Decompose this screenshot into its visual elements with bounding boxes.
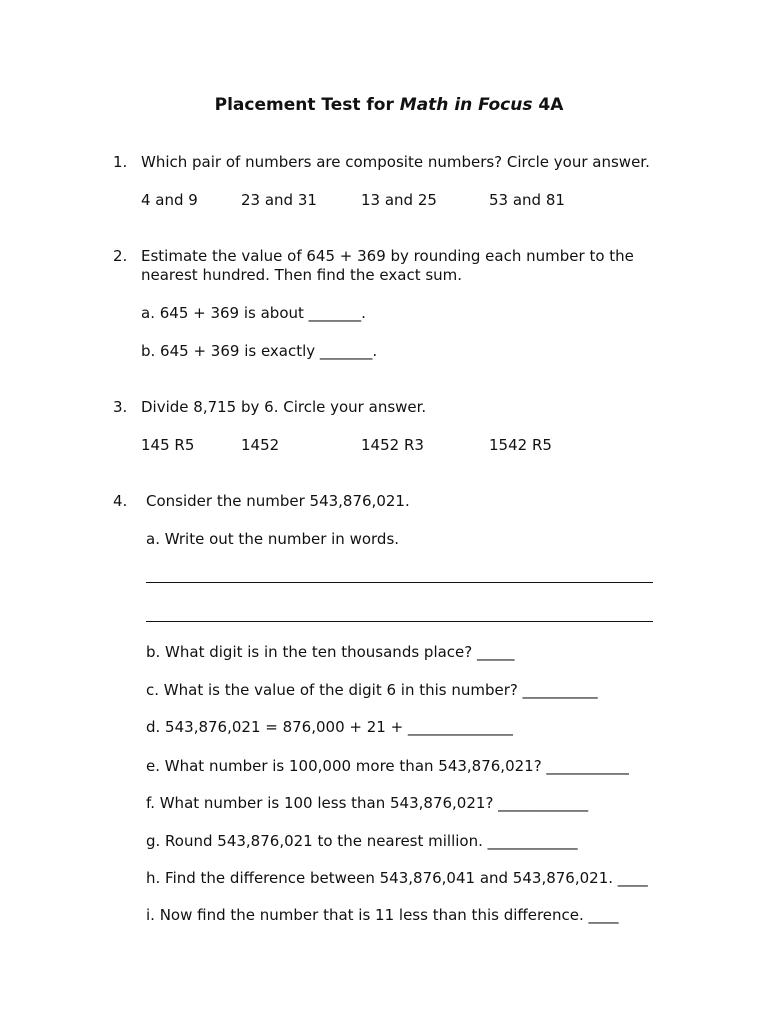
question-4-part-h: h. Find the difference between 543,876,041 and 543,876,021. ____: [146, 869, 648, 887]
question-4-number: 4.: [113, 492, 128, 510]
title-prefix: Placement Test for: [214, 95, 400, 115]
question-2-number: 2.: [113, 247, 128, 265]
question-1-option-4: 53 and 81: [489, 191, 565, 209]
question-4-part-f: f. What number is 100 less than 543,876,021? ____________: [146, 794, 589, 812]
page-title: [0, 94, 768, 116]
answer-line-1: [146, 582, 653, 583]
question-4-part-a: a. Write out the number in words.: [146, 530, 400, 548]
question-2-part-a: a. 645 + 369 is about _______.: [141, 304, 366, 322]
question-3-text: Divide 8,715 by 6. Circle your answer.: [141, 398, 427, 416]
question-1-option-2: 23 and 31: [241, 191, 317, 209]
question-2-part-b: b. 645 + 369 is exactly _______.: [141, 342, 378, 360]
question-4-part-g: g. Round 543,876,021 to the nearest million. ____________: [146, 832, 578, 850]
question-4-part-b: b. What digit is in the ten thousands place? _____: [146, 643, 515, 661]
question-3-option-1: 145 R5: [141, 436, 195, 454]
question-4-part-i: i. Now find the number that is 11 less than this difference. ____: [146, 906, 619, 924]
question-3-number: 3.: [113, 398, 128, 416]
title-book-name: Math in Focus: [399, 95, 533, 115]
question-3-option-4: 1542 R5: [489, 436, 552, 454]
question-4-part-c: c. What is the value of the digit 6 in this number? __________: [146, 681, 598, 699]
question-3-option-3: 1452 R3: [361, 436, 424, 454]
question-4-text: Consider the number 543,876,021.: [146, 492, 410, 510]
question-2-text-line-1: Estimate the value of 645 + 369 by rounding each number to the: [141, 247, 634, 265]
question-1-option-3: 13 and 25: [361, 191, 437, 209]
question-1-text: Which pair of numbers are composite numbers? Circle your answer.: [141, 153, 650, 171]
question-4-part-e: e. What number is 100,000 more than 543,876,021? ___________: [146, 757, 629, 775]
title-suffix: 4A: [532, 95, 564, 115]
question-1-option-1: 4 and 9: [141, 191, 198, 209]
question-3-option-2: 1452: [241, 436, 280, 454]
question-4-part-d: d. 543,876,021 = 876,000 + 21 + ______________: [146, 718, 513, 736]
question-1-number: 1.: [113, 153, 128, 171]
answer-line-2: [146, 621, 653, 622]
question-2-text-line-2: nearest hundred. Then find the exact sum.: [141, 266, 463, 284]
